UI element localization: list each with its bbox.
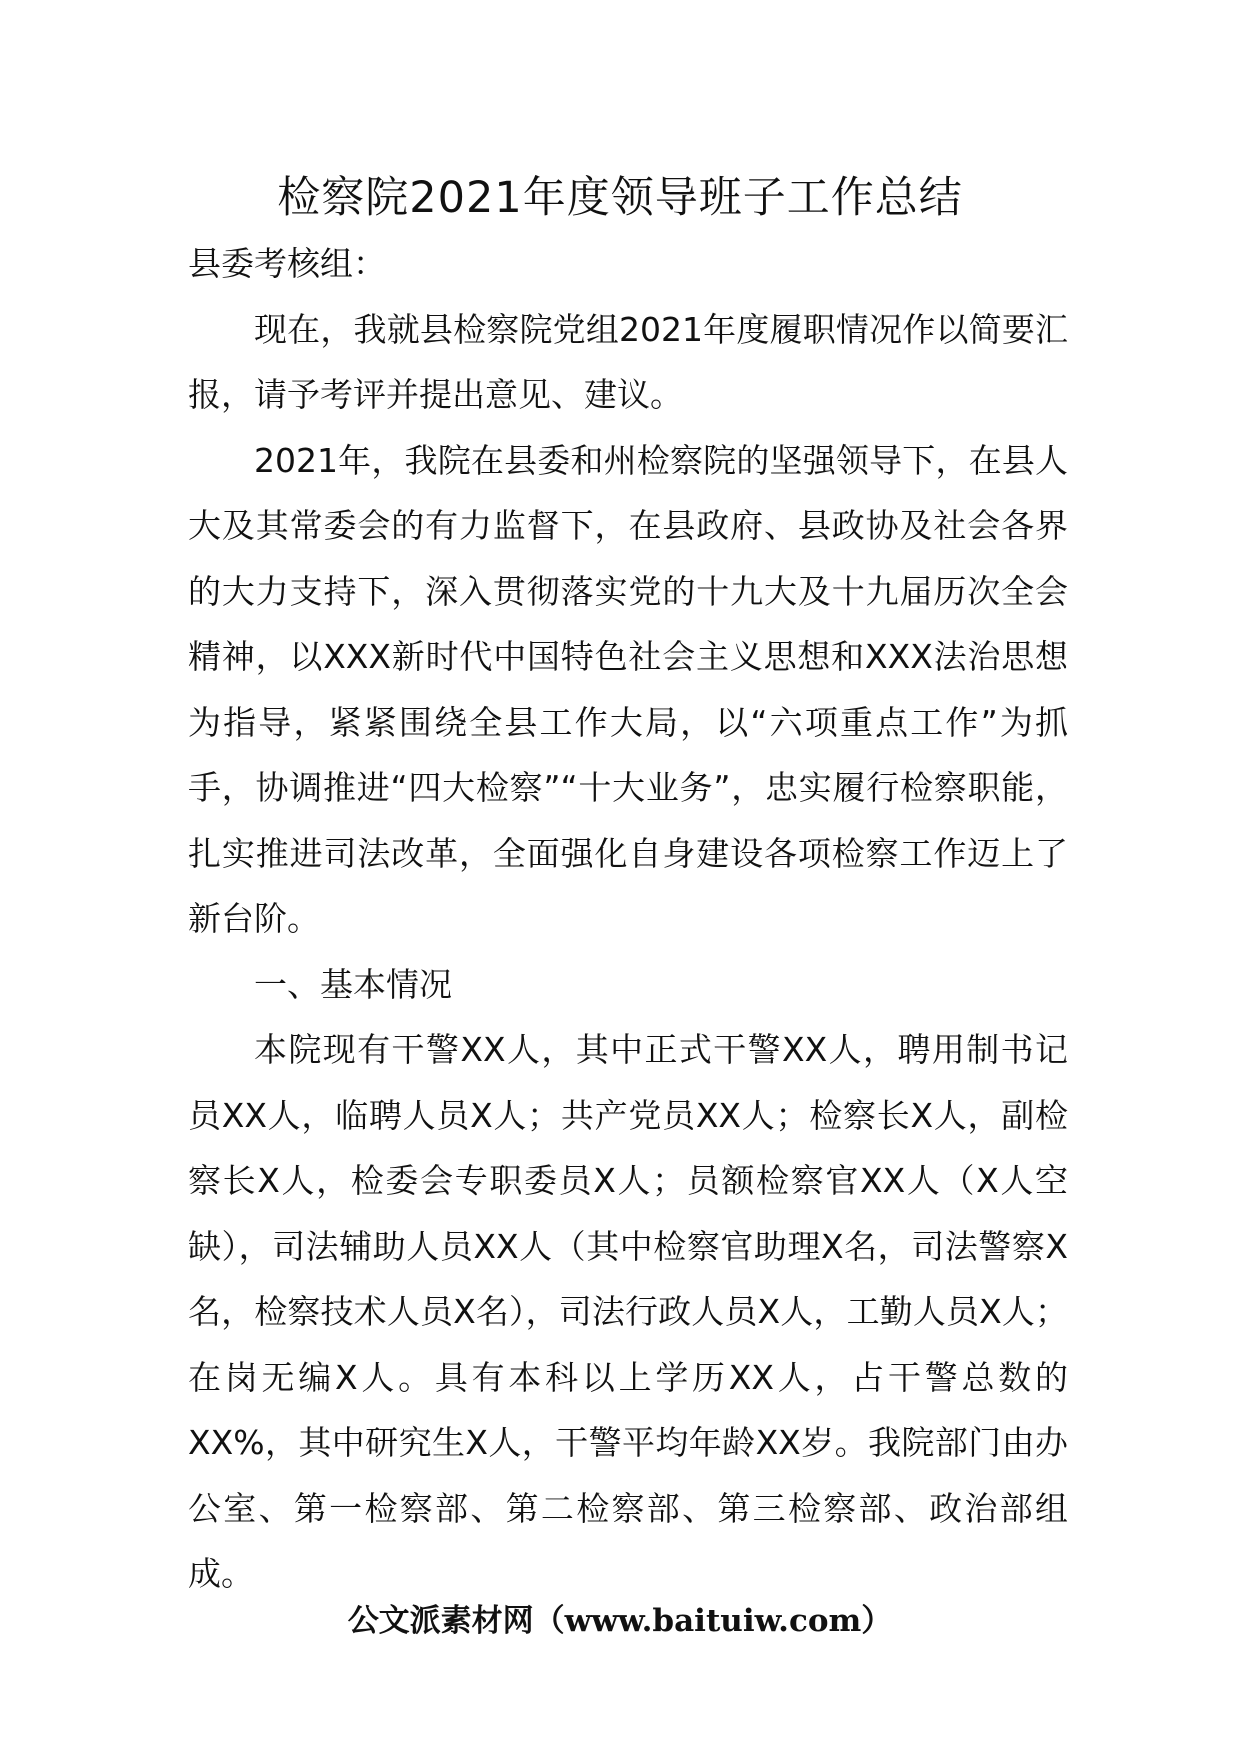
footer-watermark: 公文派素材网（www.baituiw.com） — [347, 1603, 893, 1639]
section-heading: 一、基本情况 — [254, 964, 452, 1004]
document-body — [188, 231, 1068, 1607]
salutation: 县委考核组： — [188, 244, 386, 283]
paragraph-overview: 2021年，我院在县委和州检察院的坚强领导下，在县人大及其常委会的有力监督下，在县政府、县政协及社会各界的大力支持下，深入贯彻落实党的十九大及十九届历次全会精神，以XXX新时代中国特色社会主义思想和XXX法治思想为指导，紧紧围绕全县工作大局，以“六项重点工作”为抓手，协调推进“四大检察”“十大业务”，忠实履行检察职能，扎实推进司法改革，全面强化自身建设各项检察工作迈上了新台阶。 — [188, 440, 1068, 938]
document-title: 检察院2021年度领导班子工作总结 — [277, 173, 963, 223]
paragraph-basic-info: 本院现有干警XX人，其中正式干警XX人，聘用制书记员XX人，临聘人员X人；共产党员XX人；检察长X人，副检察长X人，检委会专职委员X人；员额检察官XX人（X人空缺），司法辅助人员XX人（其中检察官助理X名，司法警察X名，检察技术人员X名），司法行政人员X人，工勤人员X人；在岗无编X人。具有本科以上学历XX人，占干警总数的XX%，其中研究生X人，干警平均年龄XX岁。我院部门由办公室、第一检察部、第二检察部、第三检察部、政治部组成。 — [188, 1030, 1068, 1593]
paragraph-intro: 现在，我就县检察院党组2021年度履职情况作以简要汇报，请予考评并提出意见、建议。 — [188, 309, 1068, 414]
